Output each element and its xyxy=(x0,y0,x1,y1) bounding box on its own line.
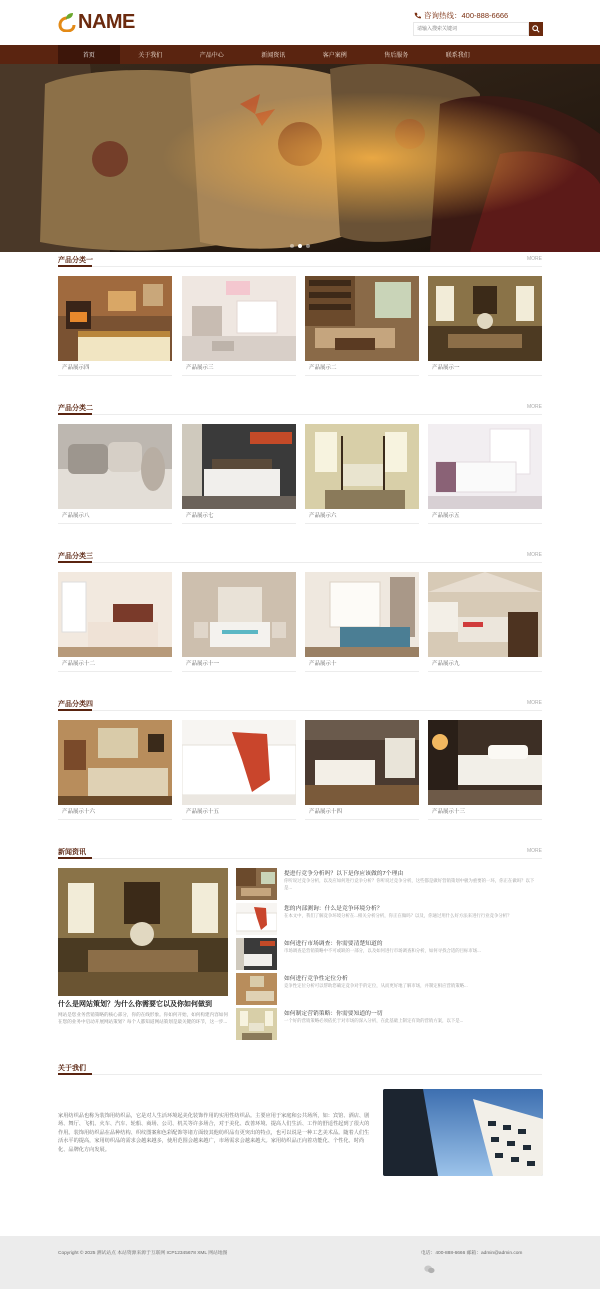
divider xyxy=(58,562,542,563)
more-link[interactable]: MORE xyxy=(527,552,542,558)
nav-item-about[interactable]: 关于我们 xyxy=(138,53,163,59)
product-caption: 产品展示十 xyxy=(305,657,419,672)
product-caption: 产品展示十六 xyxy=(58,805,172,820)
title-underline xyxy=(58,709,92,711)
news-thumb xyxy=(236,903,277,935)
about-text: 家用纺织品也称为装饰用纺织品，它是对人生活环境起美化装饰作用的实用性纺织品。主要应用于家庭和公共场所，如：宾馆、酒店、剧场、舞厅、飞机、火车、汽车、轮船、商场、公司、机关等许多场合，对于美化、改善环境、提高人们生活、工作的舒适性起到了很大的作用。装饰用纺织品在品种结构、织纹图案和色彩配饰等诸方面较其他纺织品有更突出的特点，也可以说是一种工艺美术品。随着人们生活水平的提高，家用纺织品的需求会越来越多，使用范围会越来越广，市场需求会越来越大。家用纺织品正向着功能化、个性化、时尚化、品牌化方向发展。 xyxy=(58,1113,370,1153)
news-item-title[interactable]: 如何进行竞争性定位分析 xyxy=(284,976,348,982)
more-link[interactable]: MORE xyxy=(527,700,542,706)
category-title[interactable]: 产品分类三 xyxy=(58,553,93,560)
product-image xyxy=(305,720,419,805)
product-card[interactable] xyxy=(305,424,419,524)
product-image xyxy=(182,572,296,657)
divider xyxy=(58,414,542,415)
news-featured-title[interactable]: 什么是网站策划？为什么你需要它以及你如何做到 xyxy=(58,1001,212,1008)
news-item[interactable] xyxy=(236,973,542,1005)
more-link[interactable]: MORE xyxy=(527,404,542,410)
wechat-icon[interactable] xyxy=(424,1265,435,1274)
nav-item-cases[interactable]: 客户案例 xyxy=(322,53,347,59)
title-underline xyxy=(58,1073,92,1075)
product-card[interactable] xyxy=(182,572,296,672)
news-item[interactable] xyxy=(236,903,542,935)
news-item-desc: 竞争性定位分析可以帮助您确定竞争对手的定位，从而更好地了解市场，并制定相应营销策略... xyxy=(284,983,468,988)
product-caption: 产品展示七 xyxy=(182,509,296,524)
product-image xyxy=(182,424,296,509)
banner-dot[interactable] xyxy=(306,244,310,248)
category-title[interactable]: 产品分类一 xyxy=(58,257,93,264)
product-card[interactable] xyxy=(305,276,419,376)
product-caption: 产品展示十二 xyxy=(58,657,172,672)
product-caption: 产品展示八 xyxy=(58,509,172,524)
news-item-title[interactable]: 提进行竞争分析吗？以下是你应该做的7个理由 xyxy=(284,871,404,877)
product-image xyxy=(428,276,542,361)
product-image xyxy=(428,424,542,509)
product-image xyxy=(58,572,172,657)
news-item[interactable] xyxy=(236,868,542,900)
category-title[interactable]: 产品分类二 xyxy=(58,405,93,412)
product-card[interactable] xyxy=(182,276,296,376)
title-underline xyxy=(58,413,92,415)
product-card[interactable] xyxy=(58,424,172,524)
product-card[interactable] xyxy=(428,276,542,376)
product-caption: 产品展示五 xyxy=(428,509,542,524)
news-featured-image[interactable] xyxy=(58,868,228,996)
news-featured-desc: 网站是您业务营销策略的核心部分，你的在线形象。你如何开始，如何构建内容如何在您的业务中启动开展网站策划？每个人都知道网站策划是最关键的环节，这一步... xyxy=(58,1012,228,1024)
hotline-text: 咨询热线：400-888-6666 xyxy=(424,11,509,20)
product-image xyxy=(58,424,172,509)
product-caption: 产品展示六 xyxy=(305,509,419,524)
product-card[interactable] xyxy=(305,720,419,820)
title-underline xyxy=(58,265,92,267)
divider xyxy=(58,710,542,711)
product-card[interactable] xyxy=(58,276,172,376)
banner-dots xyxy=(0,244,600,248)
divider xyxy=(58,1074,542,1075)
product-card[interactable] xyxy=(182,720,296,820)
product-image xyxy=(305,424,419,509)
logo-text: NAME xyxy=(78,10,135,33)
hero-banner[interactable] xyxy=(0,64,600,252)
title-underline xyxy=(58,857,92,859)
nav-item-service[interactable]: 售后服务 xyxy=(384,53,409,59)
search-button[interactable] xyxy=(529,22,543,36)
product-image xyxy=(428,572,542,657)
about-title[interactable]: 关于我们 xyxy=(58,1065,86,1072)
news-item-desc: 市场调查是营销策略中不可或缺的一部分，以及如何进行市场调查和分析，如何寻找合适的目标市场... xyxy=(284,948,481,953)
main-nav xyxy=(0,45,600,64)
nav-item-news[interactable]: 新闻资讯 xyxy=(261,53,286,59)
search-icon xyxy=(532,25,540,33)
news-thumb xyxy=(236,938,277,970)
category-title[interactable]: 产品分类四 xyxy=(58,701,93,708)
nav-item-products[interactable]: 产品中心 xyxy=(199,53,224,59)
product-image xyxy=(428,720,542,805)
product-image xyxy=(182,720,296,805)
search-form xyxy=(413,22,543,36)
product-card[interactable] xyxy=(305,572,419,672)
site-footer xyxy=(0,1236,600,1289)
product-caption: 产品展示十三 xyxy=(428,805,542,820)
news-thumb xyxy=(236,973,277,1005)
building-photo xyxy=(383,1089,543,1176)
phone-icon xyxy=(414,12,421,19)
product-card[interactable] xyxy=(428,424,542,524)
product-caption: 产品展示一 xyxy=(428,361,542,376)
news-item-desc: 在本文中，我们了解竞争环境分析在...相关分析分析，你正在做吗？以及，你通过用什么好方法来进行行业竞争分析？ xyxy=(284,913,512,918)
divider xyxy=(58,858,542,859)
search-input[interactable] xyxy=(413,22,529,36)
news-item-desc: 一个好的营销策略必须依托于对市场的深入分析，在此基础上制定有效的营销方案，以下是... xyxy=(284,1018,464,1023)
news-thumb xyxy=(236,868,277,900)
hotline xyxy=(414,10,508,21)
product-image xyxy=(305,276,419,361)
product-caption: 产品展示十四 xyxy=(305,805,419,820)
product-caption: 产品展示十一 xyxy=(182,657,296,672)
news-featured-photo xyxy=(58,868,228,996)
product-image xyxy=(305,572,419,657)
banner-dot-active[interactable] xyxy=(298,244,302,248)
banner-image xyxy=(0,64,600,252)
more-link[interactable]: MORE xyxy=(527,256,542,262)
product-caption: 产品展示九 xyxy=(428,657,542,672)
news-item-title[interactable]: 您的内部测询：什么是竞争环境分析？ xyxy=(284,906,383,912)
news-title[interactable]: 新闻资讯 xyxy=(58,849,86,856)
nav-item-contact[interactable]: 联系我们 xyxy=(445,53,470,59)
site-logo[interactable] xyxy=(58,10,135,34)
divider xyxy=(58,266,542,267)
news-thumb xyxy=(236,1008,277,1040)
leaf-logo-icon xyxy=(58,12,76,32)
news-item[interactable] xyxy=(236,1008,542,1040)
product-card[interactable] xyxy=(428,720,542,820)
product-image xyxy=(182,276,296,361)
product-card[interactable] xyxy=(58,720,172,820)
news-item-title[interactable]: 如何进行市场调查：你需要清楚知道的 xyxy=(284,941,383,947)
product-image xyxy=(58,720,172,805)
nav-item-home[interactable]: 首页 xyxy=(58,45,120,64)
news-item-desc: 你听说过竞争分析，以及应如何进行竞争分析？你听说过竞争分析，这些都是做好营销策划中极为重要的一环，你正在做吗？以下是... xyxy=(284,878,535,890)
news-item-title[interactable]: 如何制定营销策略：你需要知道的一切 xyxy=(284,1011,383,1017)
news-item[interactable] xyxy=(236,938,542,970)
product-caption: 产品展示三 xyxy=(182,361,296,376)
product-image xyxy=(58,276,172,361)
product-card[interactable] xyxy=(182,424,296,524)
product-caption: 产品展示四 xyxy=(58,361,172,376)
about-image xyxy=(383,1089,543,1176)
product-caption: 产品展示十五 xyxy=(182,805,296,820)
title-underline xyxy=(58,561,92,563)
product-card[interactable] xyxy=(58,572,172,672)
copyright-text: Copyright © 2025 测试站点 本站资源来源于互联网 ICP12345678 XML 网站地图 xyxy=(58,1251,228,1256)
footer-contact: 电话：400-888-6666 邮箱：admin@admin.com xyxy=(421,1251,523,1256)
more-link[interactable]: MORE xyxy=(527,848,542,854)
banner-dot[interactable] xyxy=(290,244,294,248)
product-caption: 产品展示二 xyxy=(305,361,419,376)
product-card[interactable] xyxy=(428,572,542,672)
site-header xyxy=(0,0,600,45)
